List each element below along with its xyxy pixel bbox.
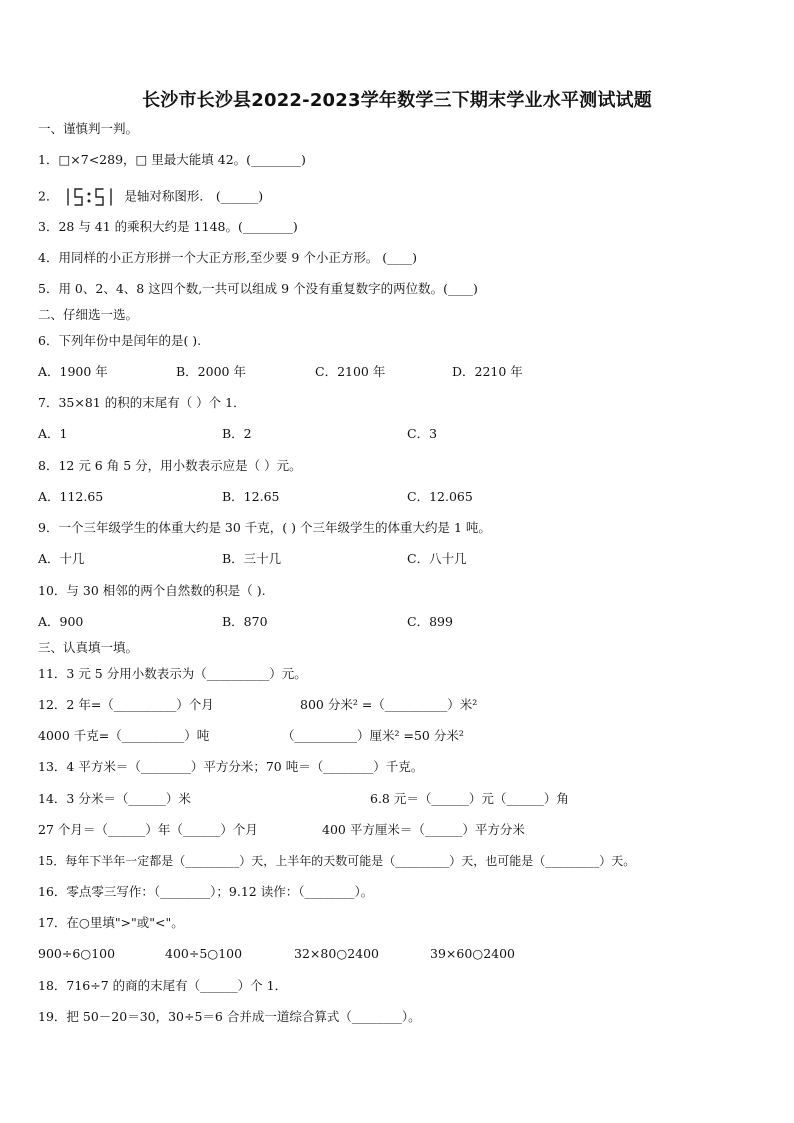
question-8-option-a: A．112.65 [38, 489, 104, 504]
question-5: 5．用 0、2、4、8 这四个数,一共可以组成 9 个没有重复数字的两位数。(____) [38, 281, 478, 296]
section-heading-1: 一、谨慎判一判。 [38, 121, 139, 136]
question-17-item-b: 400÷5○100 [165, 946, 243, 961]
question-6-option-d: D．2210 年 [452, 364, 523, 379]
question-8-option-c: C．12.065 [407, 489, 473, 504]
question-13: 13．4 平方米＝（________）平方分米；70 吨＝（________）千克。 [38, 759, 424, 774]
question-3: 3．28 与 41 的乘积大约是 1148。(________) [38, 219, 298, 234]
question-2 [38, 187, 263, 207]
question-10-option-a: A．900 [38, 614, 84, 629]
question-12-part-4: （__________）厘米² =50 分米² [282, 728, 464, 743]
question-10-option-c: C．899 [407, 614, 453, 629]
digital-clock-image [62, 187, 118, 207]
question-7-option-a: A．1 [38, 426, 68, 441]
question-9-stem: 9．一个三年级学生的体重大约是 30 千克，( ) 个三年级学生的体重大约是 1 吨。 [38, 520, 491, 535]
question-11: 11．3 元 5 分用小数表示为（__________）元。 [38, 666, 307, 681]
question-12-part-1: 12．2 年=（__________）个月 [38, 697, 214, 712]
question-14-part-1: 14．3 分米＝（______）米 [38, 791, 191, 806]
question-14-part-3: 27 个月＝（______）年（______）个月 [38, 822, 258, 837]
question-6-stem: 6．下列年份中是闰年的是( ). [38, 333, 202, 348]
question-8-stem: 8．12 元 6 角 5 分，用小数表示应是（ ）元。 [38, 458, 302, 473]
question-15: 15．每年下半年一定都是（_________）天，上半年的天数可能是（_________）天，也可能是（_________）天。 [38, 854, 636, 868]
question-19: 19．把 50－20＝30，30÷5＝6 合并成一道综合算式（________）。 [38, 1009, 421, 1024]
question-18: 18．716÷7 的商的末尾有（______）个 1． [38, 978, 288, 993]
question-4: 4．用同样的小正方形拼一个大正方形,至少要 9 个小正方形。 (____) [38, 250, 418, 265]
question-12-part-3: 4000 千克=（__________）吨 [38, 728, 210, 743]
section-heading-3: 三、认真填一填。 [38, 640, 139, 655]
question-9-option-a: A．十几 [38, 551, 85, 566]
question-17-stem: 17．在○里填">"或"<"。 [38, 915, 184, 930]
question-16: 16．零点零三写作：（________）；9.12 读作：（________）。 [38, 884, 374, 899]
question-6-option-b: B．2000 年 [176, 364, 246, 379]
question-17-item-c: 32×80○2400 [294, 946, 380, 961]
question-2-number: 2． [38, 188, 59, 204]
question-17-item-d: 39×60○2400 [430, 946, 516, 961]
question-9-option-b: B．三十几 [222, 551, 282, 566]
question-10-stem: 10．与 30 相邻的两个自然数的积是（ ). [38, 583, 266, 598]
question-1: 1．□×7<289，□ 里最大能填 42。(________) [38, 152, 306, 167]
page-title: 长沙市长沙县2022-2023学年数学三下期末学业水平测试试题 [142, 90, 652, 111]
question-17-item-a: 900÷6○100 [38, 946, 116, 961]
question-14-part-4: 400 平方厘米＝（______）平方分米 [322, 822, 525, 837]
question-6-option-a: A．1900 年 [38, 364, 108, 379]
section-heading-2: 二、仔细选一选。 [38, 307, 139, 322]
question-10-option-b: B．870 [222, 614, 268, 629]
question-2-text: 是轴对称图形． (______) [124, 188, 264, 204]
question-8-option-b: B．12.65 [222, 489, 280, 504]
question-6-option-c: C．2100 年 [315, 364, 386, 379]
question-14-part-2: 6.8 元＝（______）元（______）角 [370, 791, 569, 806]
question-7-option-b: B．2 [222, 426, 252, 441]
question-7-stem: 7．35×81 的积的末尾有（ ）个 1． [38, 395, 246, 410]
question-7-option-c: C．3 [407, 426, 438, 441]
question-9-option-c: C．八十几 [407, 551, 467, 566]
question-12-part-2: 800 分米² =（__________）米² [300, 697, 478, 712]
